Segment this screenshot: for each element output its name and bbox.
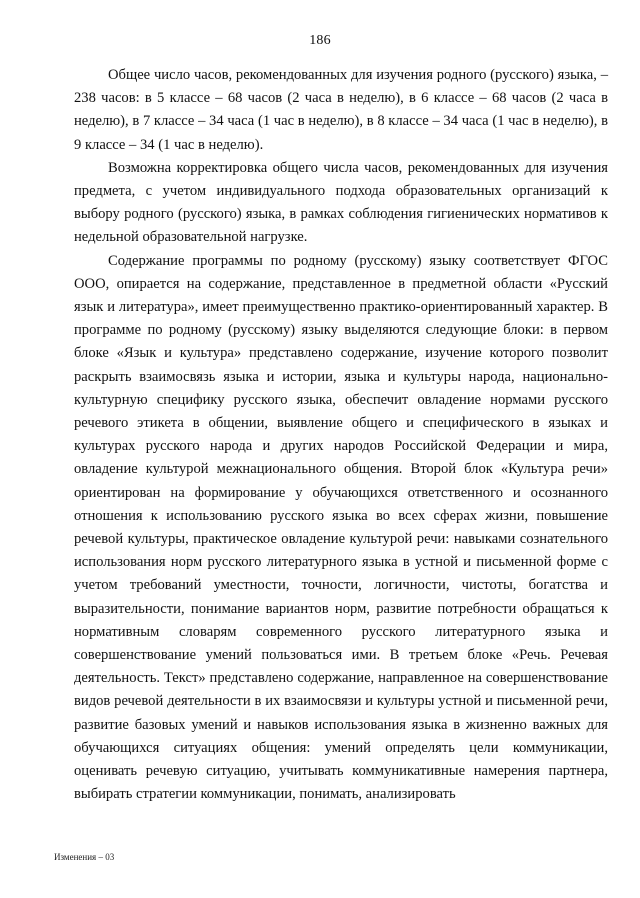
revision-footer: Изменения – 03 xyxy=(54,852,115,862)
page-number: 186 xyxy=(309,33,331,48)
paragraph-adjustment: Возможна корректировка общего числа часов, рекомендованных для изучения предмета, с учетом индивидуального подхода образовательных организаций к выбору родного (русского) языка, в рамках соблюдения гигиенических нормативов к недельной образовательной нагрузке. xyxy=(74,159,608,246)
paragraph-hours: Общее число часов, рекомендованных для изучения родного (русского) языка, – 238 часов: в 5 классе – 68 часов (2 часа в неделю), в 6 классе – 68 часов (2 часа в неделю), в 7 классе – 34 часа (1 час в неделю), в 8 классе – 34 часа (1 час в неделю), в 9 классе – 34 (1 час в неделю). xyxy=(74,67,608,153)
paragraph-content: Содержание программы по родному (русскому) языку соответствует ФГОС ООО, опирается на содержание, представленное в предметной области «Русский язык и литература», имеет преимущественно практико-ориентированный характер. В программе по родному (русскому) языку выделяются следующие блоки: в первом блоке «Язык и культура» представлено содержание, изучение которого позволит раскрыть взаимосвязь языка и истории, языка и культуры народа, национально-культурную специфику русского языка, обеспечит овладение нормами русского речевого этикета в общении, выявление общего и специфического в языках и культурах русского народа и других народов Российской Федерации и мира, овладение культурой межнационального общения. Второй блок «Культура речи» ориентирован на формирование у обучающихся ответственного и осознанного отношения к использованию русского языка во всех сферах жизни, повышение речевой культуры, практическое овладение культурой речи: навыками сознательного использования норм русского литературного языка в устной и письменной форме с учетом требований уместности, точности, логичности, чистоты, богатства и выразительности, понимание вариантов норм, развитие потребности обращаться к нормативным словарям современного русского литературного языка и совершенствование умений пользоваться ими. В третьем блоке «Речь. Речевая деятельность. Текст» представлено содержание, направленное на совершенствование видов речевой деятельности в их взаимосвязи и культуры устной и письменной речи, развитие базовых умений и навыков использования языка в жизненно важных для обучающихся ситуациях общения: умений определять цели коммуникации, оценивать речевую ситуацию, учитывать коммуникативные намерения партнера, выбирать стратегии коммуникации, понимать, анализировать xyxy=(74,252,608,803)
body-text xyxy=(74,64,608,807)
